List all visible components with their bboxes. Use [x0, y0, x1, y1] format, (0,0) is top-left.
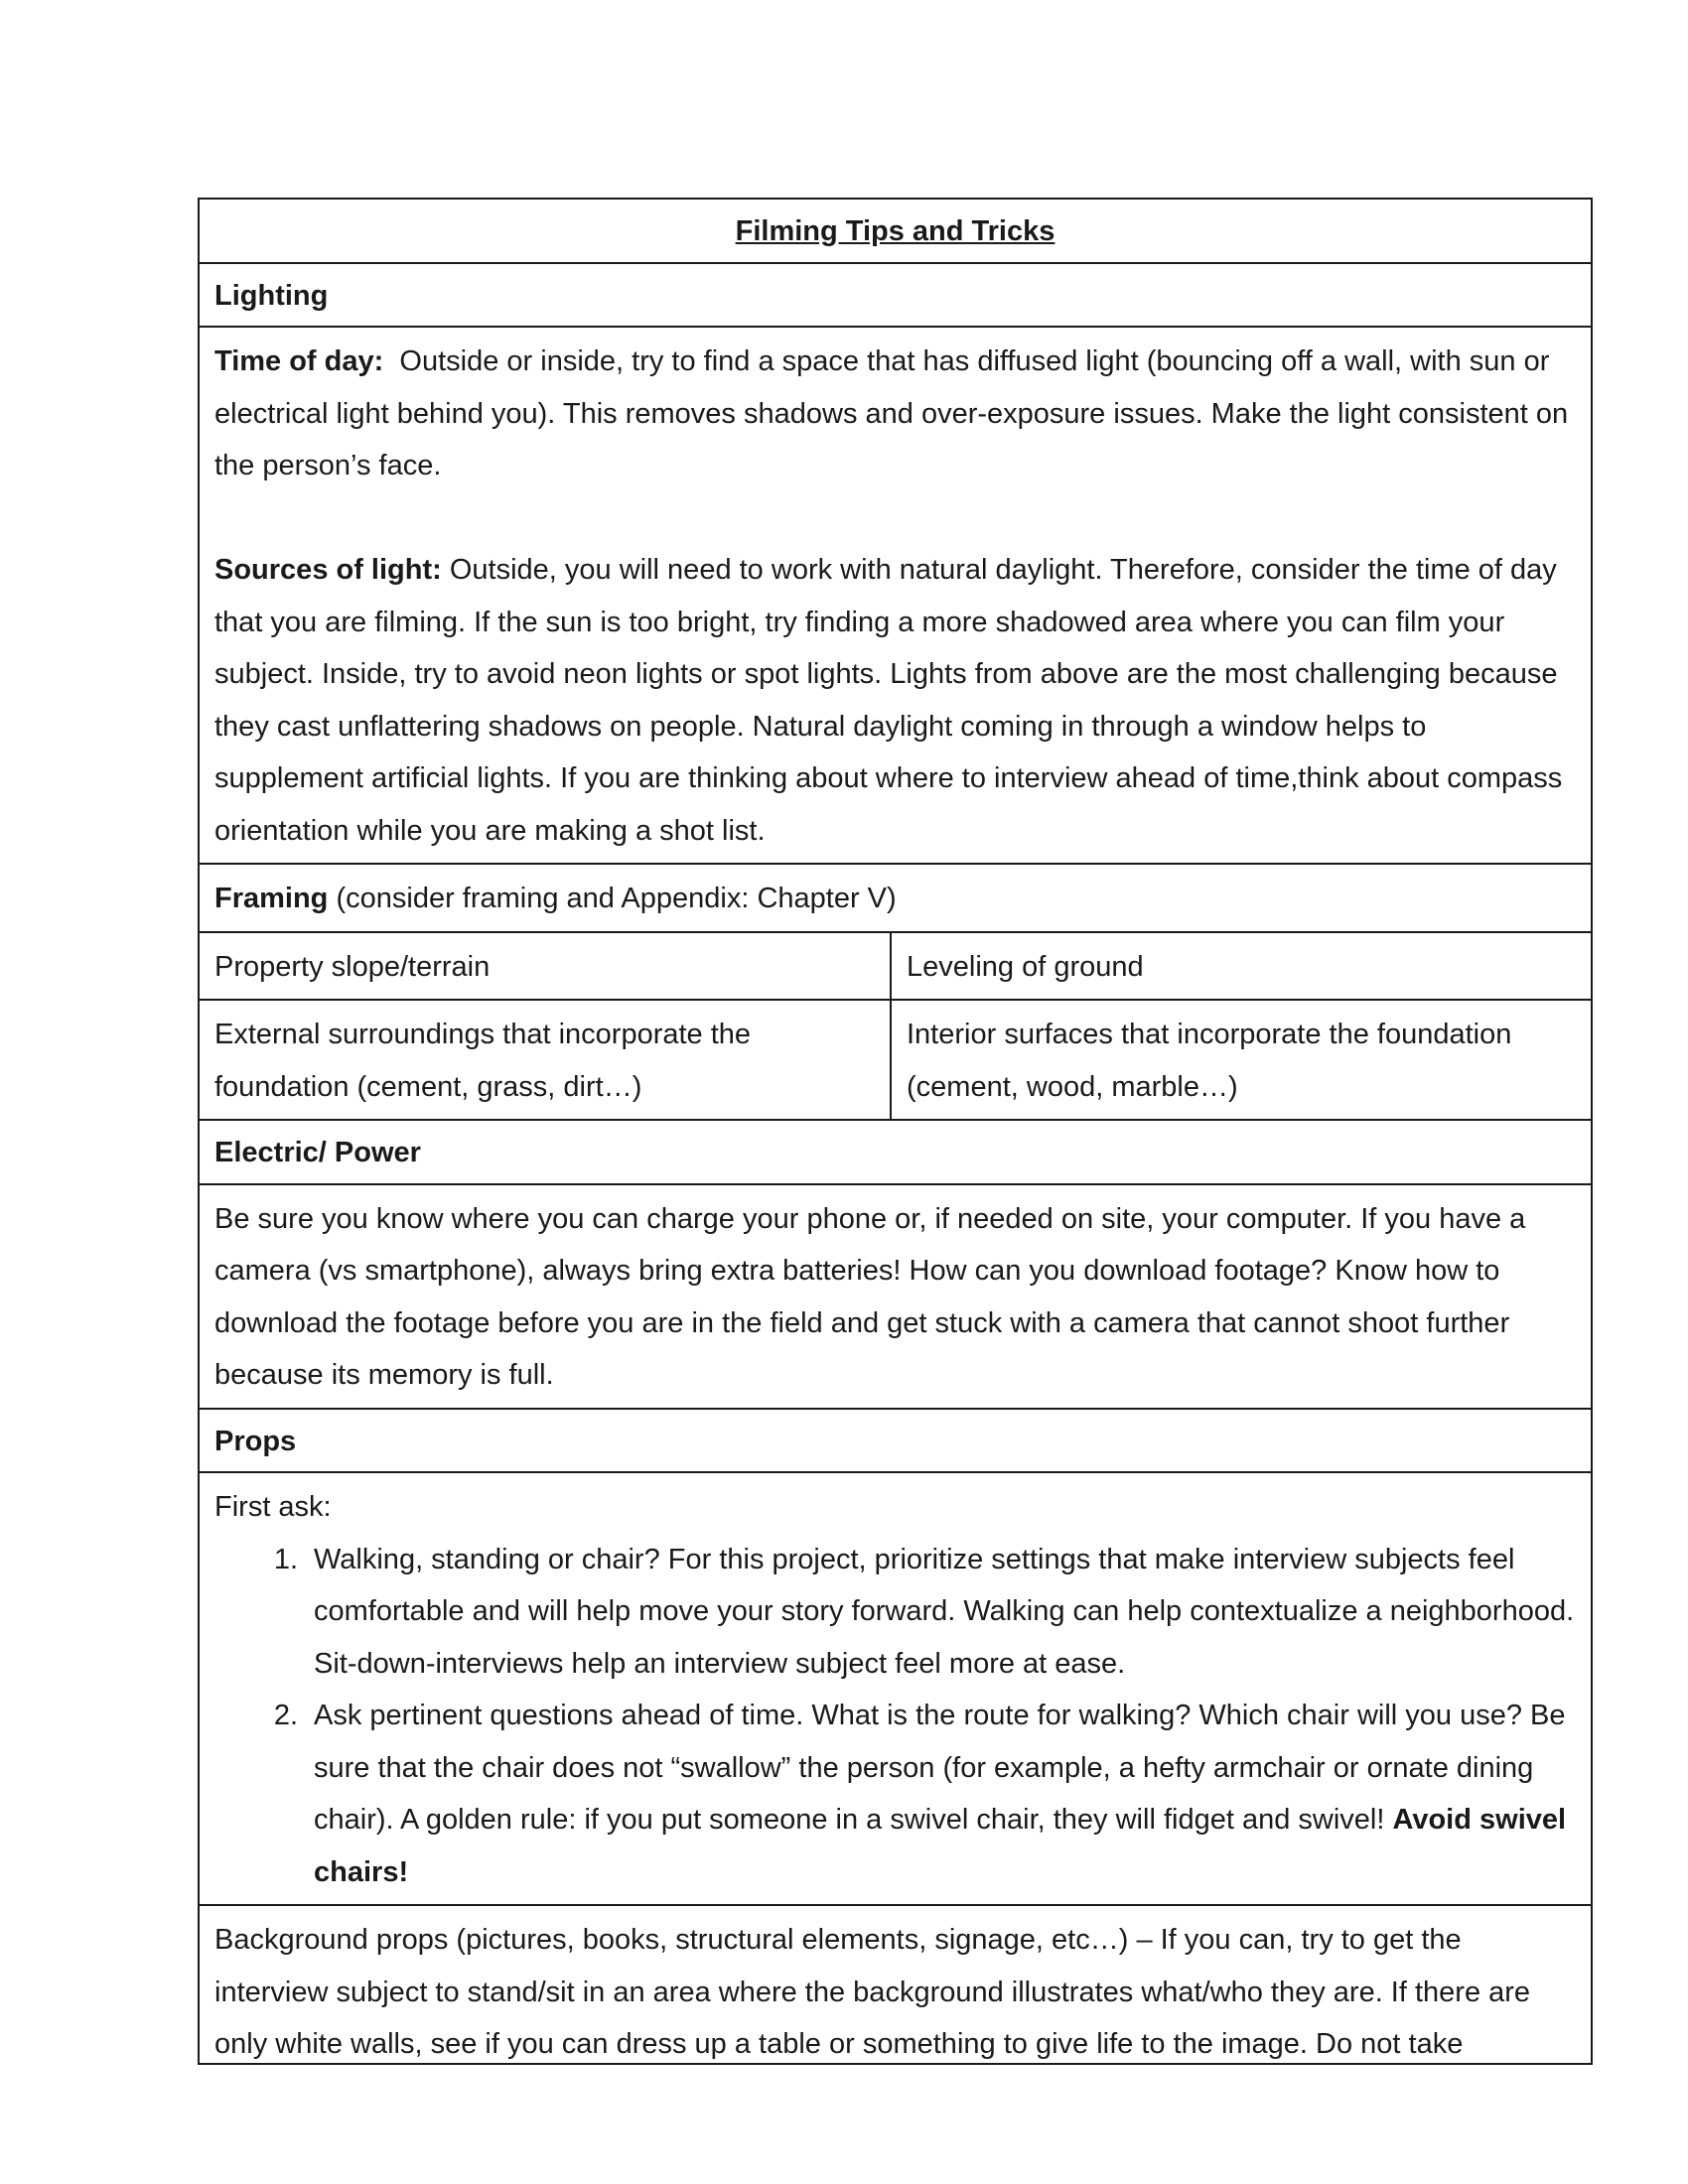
table-title-row — [200, 200, 1591, 262]
time-of-day-text: Outside or inside, try to find a space that has diffused light (bouncing off a wall, with sun or electrical light behind you). This removes shadows and over-exposure issues. Make the light consistent on the person’s face. — [214, 345, 1569, 481]
props-intro: First ask: — [214, 1491, 332, 1523]
sources-of-light-paragraph — [214, 544, 1576, 857]
electric-content: Be sure you know where you can charge your phone or, if needed on site, your computer. If you have a camera (vs smartphone), always bring extra batteries! How can you download footage? Know how to download the footage before you are in the field and get stuck with a camera that cannot shoot further because its memory is full. — [200, 1183, 1591, 1408]
framing-row-2 — [200, 999, 1591, 1119]
document-title: Filming Tips and Tricks — [735, 215, 1055, 247]
list-number: 2. — [273, 1700, 298, 1731]
list-bold-tail: Avoid swivel chairs! — [314, 1804, 1567, 1888]
time-of-day-paragraph — [214, 336, 1576, 492]
framing-label: Framing — [214, 883, 329, 914]
sources-of-light-text: Outside, you will need to work with natural daylight. Therefore, consider the time of day that you are filming. If the sun is too bright, try finding a more shadowed area where you can film your subject. Inside, try to avoid neon lights or spot lights. Lights from above are the most challenging because they cast unflattering shadows on people. Natural daylight coming in through a window helps to supplement artificial lights. If you are thinking about where to interview ahead of time,think about compass orientation while you are making a shot list. — [214, 554, 1563, 847]
tips-table — [198, 198, 1593, 2065]
framing-cell: Interior surfaces that incorporate the foundation (cement, wood, marble…) — [907, 1019, 1512, 1103]
framing-cell: External surroundings that incorporate the foundation (cement, grass, dirt…) — [200, 1001, 892, 1119]
lighting-content — [200, 326, 1591, 863]
framing-cell: Leveling of ground — [907, 950, 1144, 983]
framing-cell: Property slope/terrain — [200, 933, 892, 1000]
list-item — [214, 1690, 1576, 1898]
framing-note: (consider framing and Appendix: Chapter V) — [336, 883, 897, 914]
props-header: Props — [200, 1408, 1591, 1472]
background-props-content: Background props (pictures, books, structural elements, signage, etc…) – If you can, try to get the interview subject to stand/sit in an area where the background illustrates what/who they are. If there are only white walls, see if you can dress up a table or something to give life to the image. Do not take — [200, 1904, 1591, 2063]
list-number: 1. — [273, 1543, 298, 1575]
electric-header: Electric/ Power — [200, 1119, 1591, 1183]
framing-row-1 — [200, 931, 1591, 1000]
sources-of-light-label: Sources of light: — [214, 554, 442, 586]
list-text: Walking, standing or chair? For this project, prioritize settings that make interview subjects feel comfortable and will help move your story forward. Walking can help contextualize a neighborhood. Sit-down-interviews help an interview subject feel more at ease. — [314, 1543, 1575, 1680]
props-list — [214, 1534, 1576, 1899]
props-content — [200, 1471, 1591, 1904]
list-text: Ask pertinent questions ahead of time. What is the route for walking? Which chair will you use? Be sure that the chair does not “swallow” the person (for example, a hefty armchair or ornate dining chair). A golden rule: if you put someone in a swivel chair, they will fidget and swivel! — [314, 1700, 1566, 1836]
time-of-day-label: Time of day: — [214, 345, 384, 377]
framing-header — [200, 863, 1591, 931]
list-item — [214, 1534, 1576, 1691]
lighting-header: Lighting — [200, 262, 1591, 327]
list-text-wrap — [314, 1690, 1576, 1898]
